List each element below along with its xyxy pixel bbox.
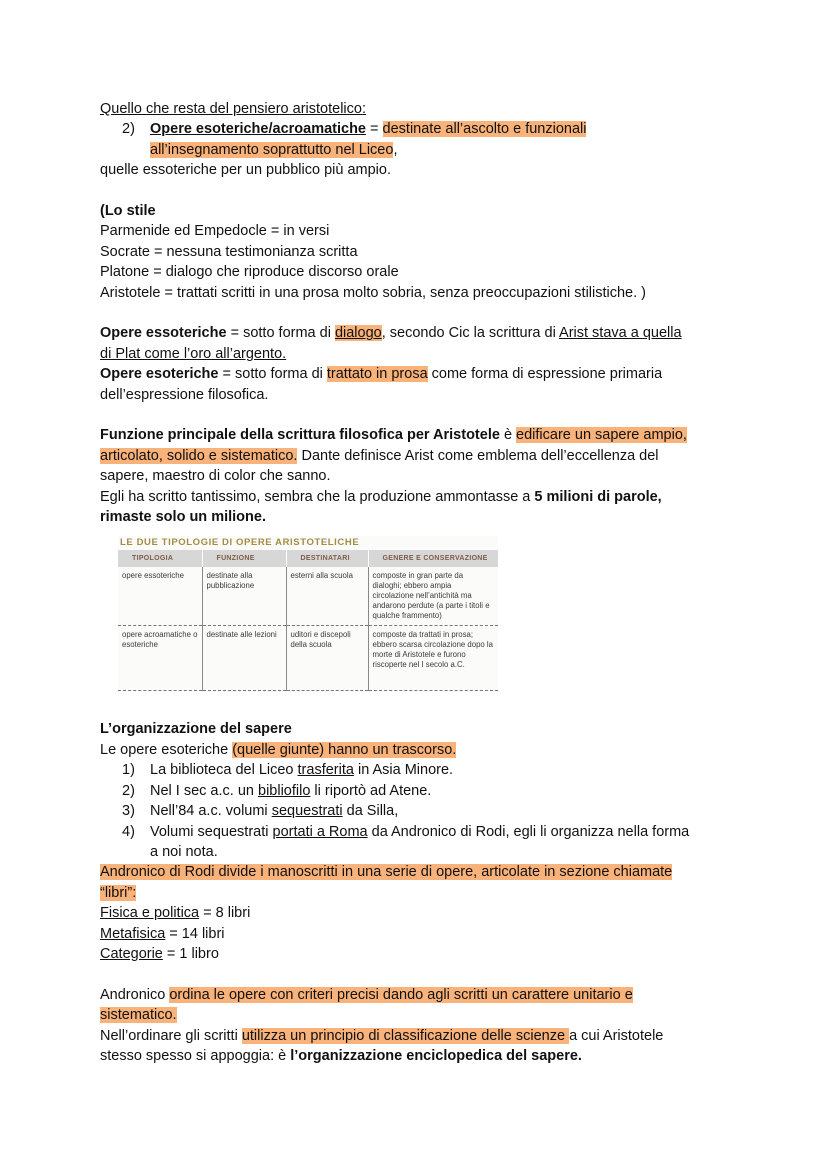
libri-item: Categorie = 1 libro: [100, 945, 219, 962]
document-content: Quello che resta del pensiero aristotelico: 2) Opere esoteriche/acroamatiche = destinate all’ascolto e funzionali all’insegnamento soprattutto nel Liceo, quelle essoteriche per un pubblico più ampio. (Lo stile Parmenide ed Empedocle = in versi Socrate = nessuna testimonianza scritta Platone = dialogo che riproduce discorso orale Aristotele = trattati scritti in una prosa molto sobria, senza preoccupazioni stilistiche. ) Opere essoteriche = sotto forma di dialogo, secondo Cic la scrittura di Arist stava a quella di Plat come l’oro all’argento. Opere esoteriche = sotto forma di trattato in prosa come forma di espressione primaria dell’espressione filosofica. Funzione principale della scrittura filosofica per Aristotele è edificare un sapere ampio, articolato, solido e sistematico. Dante definisce Arist come emblema dell’eccellenza del sapere, maestro di color che sanno. Egli ha scritto tantissimo, sembra che la produzione ammontasse a 5 milioni di parole, rimaste solo un milione. LE DUE TIPOLOGIE DI OPERE ARISTOTELICHE TIPOLOGIA FUNZIONE DESTINATARI GENERE E CONSERVAZIONE opere essoteriche destinate alla pubblicazione esterni alla scuola composte in gran parte da dialoghi; ebbero ampia circolazione nell’antichità ma andarono perdute (a parte i titoli e qualche frammento) opere acroamatiche o esoteriche destinate alle lezioni uditori e discepoli della scuola composte da trattati in prosa; ebbero scarsa circolazione dopo la morte di Aristotele e furono riscoperte nel I secolo a.C. L’organizzazione del sapere Le opere esoteriche (quelle giunte) hanno un trascorso. 1) La biblioteca del Liceo trasferita in Asia Minore. 2) Nel I sec a.c. un bibliofilo li riportò ad Atene. 3) Nell’84 a.c. volumi sequestrati da Silla, 4) Volumi sequestrati portati a Roma da Andronico di Rodi, egli li organizza nella forma a noi nota. Andronico di Rodi divide i manoscritti in una serie di opere, articolate in sezione chiamate “libri”: Fisica e politica = 8 libri Metafisica = 14 libri Categorie = 1 libro Andronico ordina le opere con criteri precisi dando agli scritti un carattere unitario e sistematico. Nell’ordinare gli scritti utilizza un principio di classificazione delle scienze a cui Aristotele stesso spesso si appoggia: è l’organizzazione enciclopedica del sapere.: [100, 99, 740, 1066]
list-item: 2) Nel I sec a.c. un bibliofilo li riportò ad Atene.: [122, 782, 432, 799]
table-cell: destinate alle lezioni: [202, 626, 286, 691]
list-item-2-cont: all’insegnamento soprattutto nel Liceo,: [150, 141, 398, 158]
tipologie-table: [118, 550, 498, 691]
table-cell: opere acroamatiche o esoteriche: [118, 626, 202, 691]
table-cell: uditori e discepoli della scuola: [286, 626, 368, 691]
list-item: 3) Nell’84 a.c. volumi sequestrati da Silla,: [122, 803, 399, 820]
table-cell: esterni alla scuola: [286, 567, 368, 626]
highlight: all’insegnamento soprattutto nel Liceo: [150, 141, 394, 158]
stile-title: (Lo stile: [100, 203, 156, 220]
list-item: 1) La biblioteca del Liceo trasferita in Asia Minore.: [122, 762, 454, 779]
esoteriche-paragraph: Opere esoteriche = sotto forma di trattato in prosa come forma di espressione primaria: [100, 366, 663, 383]
list-item-2: 2) Opere esoteriche/acroamatiche = destinate all’ascolto e funzionali: [122, 121, 587, 138]
table-row: [118, 626, 498, 691]
table-cell: composte da trattati in prosa; ebbero scarsa circolazione dopo la morte di Aristotele e furono riscoperte nel I secolo a.C.: [368, 626, 498, 691]
libri-item: Fisica e politica = 8 libri: [100, 905, 251, 922]
table-header: DESTINATARI: [286, 550, 368, 567]
essoteriche-paragraph: Opere essoteriche = sotto forma di dialogo, secondo Cic la scrittura di Arist stava a quella: [100, 325, 682, 342]
table-header: TIPOLOGIA: [118, 550, 202, 567]
esoteriche-term: Opere esoteriche/acroamatiche: [150, 121, 366, 138]
organizzazione-title: L’organizzazione del sapere: [100, 721, 292, 738]
highlight: destinate all’ascolto e funzionali: [382, 121, 587, 138]
libri-item: Metafisica = 14 libri: [100, 925, 225, 942]
stile-line: Platone = dialogo che riproduce discorso orale: [100, 264, 399, 281]
list-item: 4) Volumi sequestrati portati a Roma da Andronico di Rodi, egli li organizza nella forma: [122, 823, 690, 840]
ordina-paragraph: Andronico ordina le opere con criteri precisi dando agli scritti un carattere unitario e: [100, 986, 633, 1003]
table-header: GENERE E CONSERVAZIONE: [368, 550, 498, 567]
stile-line: Parmenide ed Empedocle = in versi: [100, 223, 330, 240]
table-cell: composte in gran parte da dialoghi; ebbero ampia circolazione nell’antichità ma andarono perdute (a parte i titoli e qualche frammento): [368, 567, 498, 626]
funzione-paragraph: Funzione principale della scrittura filosofica per Aristotele è edificare un sapere ampio,: [100, 427, 687, 444]
table-row: [118, 567, 498, 626]
essoteriche-note: quelle essoteriche per un pubblico più ampio.: [100, 162, 391, 179]
table-cell: opere essoteriche: [118, 567, 202, 626]
table-cell: destinate alla pubblicazione: [202, 567, 286, 626]
table-title: LE DUE TIPOLOGIE DI OPERE ARISTOTELICHE: [120, 537, 360, 549]
intro-heading: Quello che resta del pensiero aristotelico:: [100, 101, 366, 117]
table-header: FUNZIONE: [202, 550, 286, 567]
stile-line: Socrate = nessuna testimonianza scritta: [100, 243, 358, 260]
tipologie-table-image: [118, 536, 498, 692]
stile-line: Aristotele = trattati scritti in una prosa molto sobria, senza preoccupazioni stilistiche. ): [100, 284, 647, 301]
